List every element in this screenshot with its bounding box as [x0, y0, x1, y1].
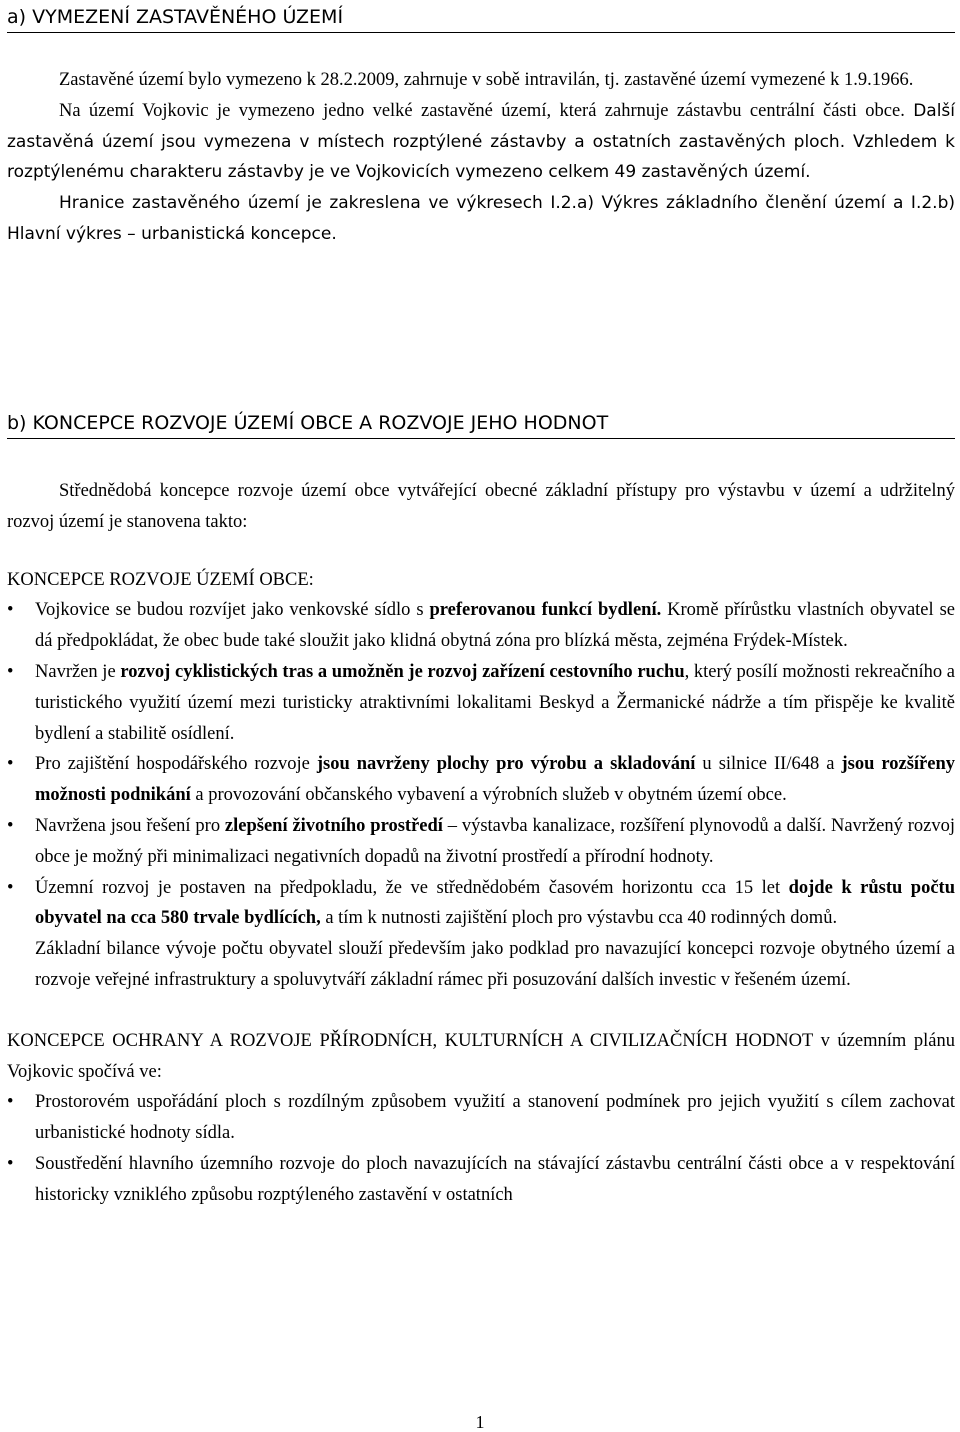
bullet-icon: •	[7, 877, 14, 898]
list-item	[7, 657, 955, 749]
bold-text-run: rozvoj cyklistických tras a umožněn je rozvoj zařízení cestovního ruchu	[120, 661, 685, 682]
text-run: Územní rozvoj je postaven na předpokladu, že ve střednědobém časovém horizontu cca 15 let	[35, 877, 789, 898]
text-run: Navržena jsou řešení pro	[35, 815, 225, 836]
population-balance-paragraph: Základní bilance vývoje počtu obyvatel slouží především jako podklad pro navazující koncepci rozvoje obytného území a rozvoje veřejné infrastruktury a spoluvytváří základní rámec při posuzování dalších investic v řešeném území.	[35, 939, 955, 990]
text-run: Prostorovém uspořádání ploch s rozdílným způsobem využití a stanovení podmínek pro jejich využití s cílem zachovat urbanistické hodnoty sídla.	[35, 1092, 955, 1144]
list-item	[7, 873, 955, 935]
list-item	[7, 595, 955, 657]
text-run: u silnice II/648 a	[695, 754, 842, 775]
list-item	[7, 1149, 955, 1211]
concept-subheading: KONCEPCE ROZVOJE ÚZEMÍ OBCE:	[7, 569, 314, 590]
section-a-paragraph-3: Hranice zastavěného území je zakreslena ve výkresech I.2.a) Výkres základního členění území a I.2.b) Hlavní výkres – urbanistická koncepce.	[7, 193, 955, 244]
values-heading: KONCEPCE OCHRANY A ROZVOJE PŘÍRODNÍCH, KULTURNÍCH A CIVILIZAČNÍCH HODNOT v územním plánu Vojkovic spočívá ve:	[7, 1030, 955, 1082]
text-run: – výstavba kanalizace, rozšíření plynovodů a další. Navržený rozvoj obce je možný při minimalizaci negativních dopadů na životní prostředí a přírodní hodnoty.	[35, 815, 955, 867]
text-run: Pro zajištění hospodářského rozvoje	[35, 754, 317, 775]
bold-text-run: jsou navrženy plochy pro výrobu a skladování	[316, 754, 696, 775]
section-a-p2-part2: Další zastavěná území jsou vymezena v místech rozptýlené zástavby a ostatních zastavěných ploch. Vzhledem k rozptýlenému charakteru zástavby je ve Vojkovicích vymezeno celkem 49 zastavěných území.	[7, 100, 955, 183]
list-item	[7, 811, 955, 873]
section-b-intro: Střednědobá koncepce rozvoje území obce vytvářející obecné základní přístupy pro výstavbu v území a udržitelný rozvoj území je stanovena takto:	[7, 481, 955, 532]
text-run: , který posílí možnosti rekreačního a turistického využití území mezi turisticky atraktivními lokalitami Beskyd a Žermanické nádrže a tím přispěje ke kvalitě bydlení a stabilitě osídlení.	[35, 661, 955, 744]
section-b-body	[7, 476, 955, 1211]
bullet-icon: •	[7, 815, 14, 836]
bold-text-run: zlepšení životního prostředí	[224, 815, 443, 836]
bold-text-run: jsou rozšířeny možnosti podnikání	[35, 754, 956, 806]
values-bullet-list	[7, 1087, 955, 1210]
section-a-body	[7, 65, 955, 250]
section-a-paragraph-1: Zastavěné území bylo vymezeno k 28.2.2009, zahrnuje v sobě intravilán, tj. zastavěné území vymezené k 1.9.1966.	[59, 70, 914, 90]
text-run: Soustředění hlavního územního rozvoje do ploch navazujících na stávající zástavbu centrální části obce a v respektování historicky vzniklého způsobu rozptýleného zastavění v ostatních	[35, 1153, 955, 1205]
section-a-paragraph-2	[7, 96, 955, 188]
list-item	[7, 1087, 955, 1149]
bullet-icon: •	[7, 1092, 14, 1113]
bullet-icon: •	[7, 600, 14, 621]
bullet-icon: •	[7, 754, 14, 775]
bullet-icon: •	[7, 661, 14, 682]
text-run: Navržen je	[35, 661, 121, 682]
text-run: a provozování občanského vybavení a výrobních služeb v obytném území obce.	[190, 785, 787, 806]
bullet-icon: •	[7, 1153, 14, 1174]
text-run: a tím k nutnosti zajištění ploch pro výstavbu cca 40 rodinných domů.	[320, 908, 838, 929]
bold-text-run: preferovanou funkcí bydlení.	[429, 600, 662, 621]
text-run: Kromě přírůstku vlastních obyvatel se dá předpokládat, že obec bude také sloužit jako klidná obytná zóna pro blízká města, zejména Frýdek-Místek.	[35, 600, 955, 652]
section-a-heading: a) VYMEZENÍ ZASTAVĚNÉHO ÚZEMÍ	[7, 6, 955, 33]
list-item	[7, 749, 955, 811]
text-run: Vojkovice se budou rozvíjet jako venkovské sídlo s	[35, 600, 430, 621]
section-a-p2-part1: Na území Vojkovic je vymezeno jedno velké zastavěné území, která zahrnuje zástavbu centrální části obce.	[59, 100, 914, 121]
concept-bullet-list	[7, 595, 955, 934]
bold-text-run: dojde k růstu počtu obyvatel na cca 580 trvale bydlících,	[35, 877, 955, 929]
page-number: 1	[475, 1412, 485, 1432]
section-b-heading: b) KONCEPCE ROZVOJE ÚZEMÍ OBCE A ROZVOJE JEHO HODNOT	[7, 412, 955, 439]
